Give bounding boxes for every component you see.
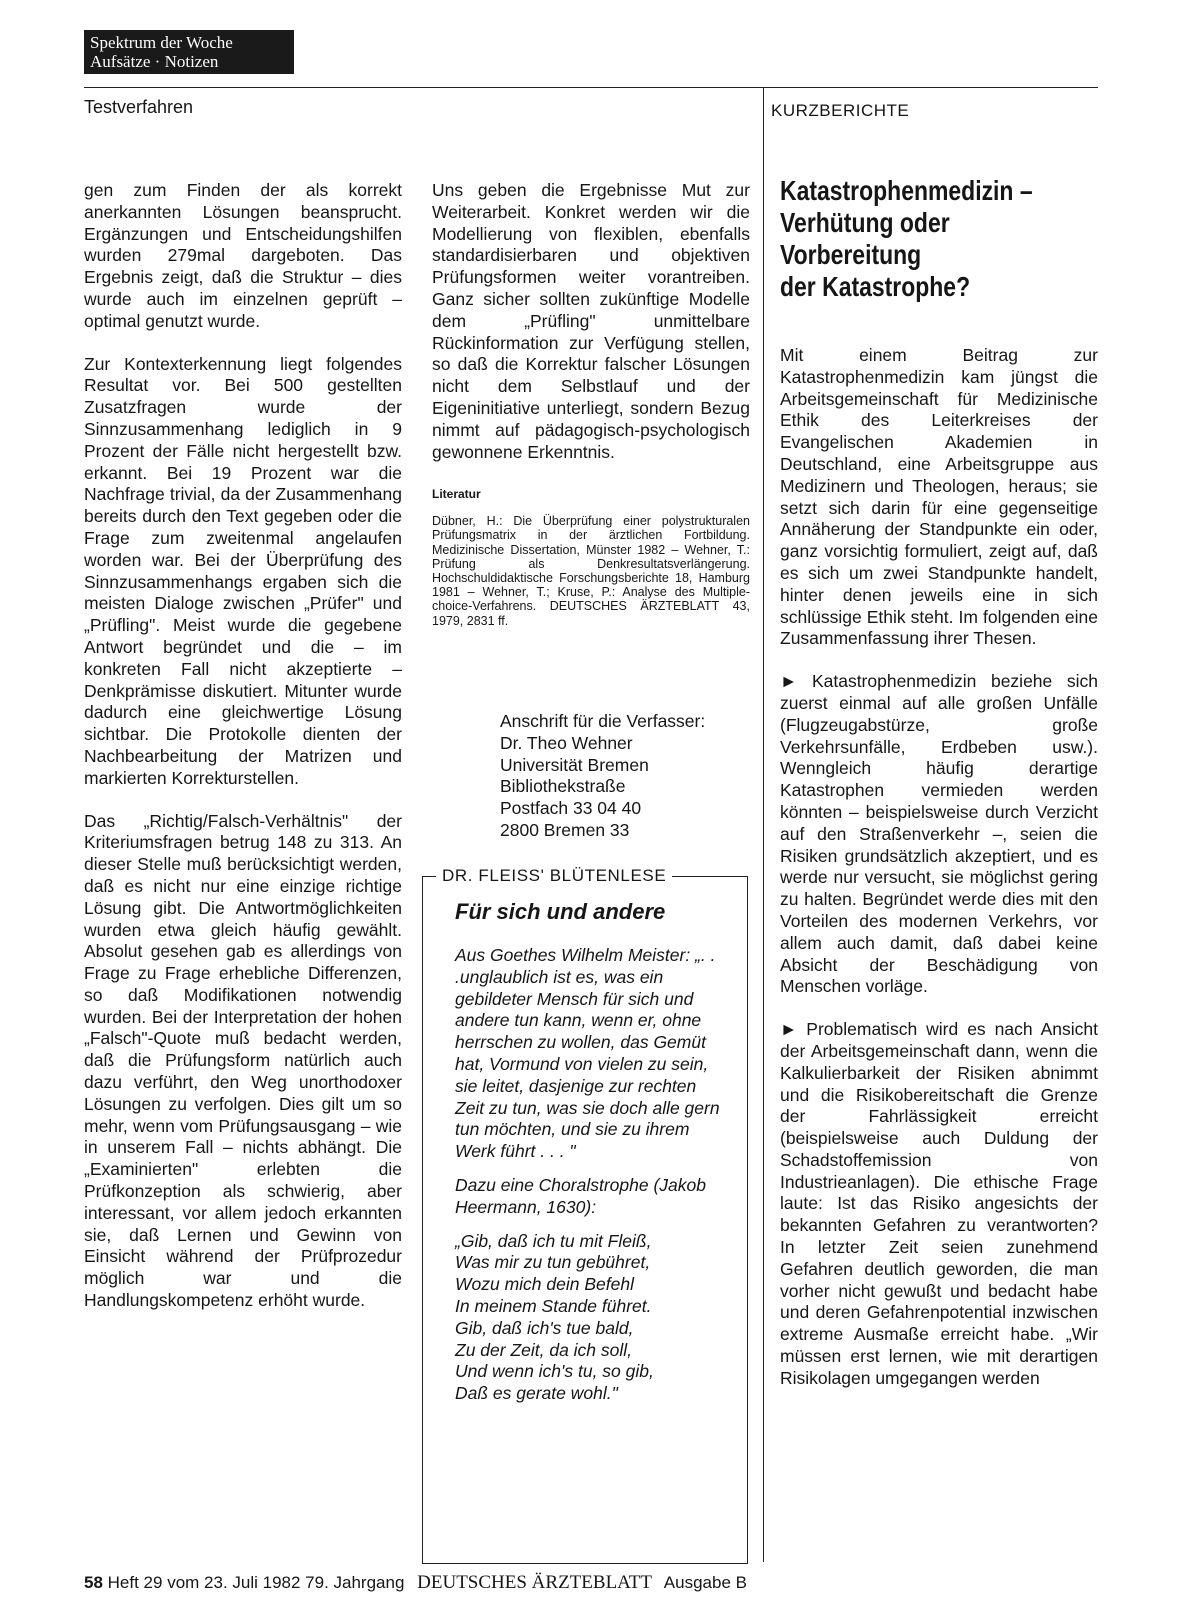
literature-heading: Literatur xyxy=(432,487,481,502)
journal-name: DEUTSCHES ÄRZTEBLATT xyxy=(417,1572,652,1593)
headline-line: Katastrophenmedizin – xyxy=(780,175,1033,206)
column-divider xyxy=(763,87,764,1562)
quote-paragraph: Dazu eine Choralstrophe (Jakob Heermann, 1630): xyxy=(455,1174,706,1217)
address-line: Bibliothekstraße xyxy=(500,776,626,797)
address-line: Universität Bremen xyxy=(500,754,649,775)
address-line: 2800 Bremen 33 xyxy=(500,819,630,840)
paragraph: Das „Richtig/Falsch-Verhältnis" der Kriteriumsfragen betrug 148 zu 313. An dieser Stelle muß berücksichtigt werden, daß es nicht nur eine einzige richtige Lösung gibt. Die Antwortmöglichkeiten wurden etwa gleich häufig gewählt. Absolut gesehen gab es allerdings von Frage zu Frage erhebliche Differenzen, so daß Modifikationen notwendig wurden. Bei der Interpretation der hohen „Falsch"-Quote muß bedacht werden, daß die Prüfungsform natürlich auch dazu verführt, den Weg unorthodoxer Lösungen zu verfolgen. Dies gilt um so mehr, wenn vom Prüfungsausgang – wie in unserem Fall – nichts abhängt. Die „Examinierten" erlebten die Prüfkonzeption als schwierig, aber interessant, vor allem jedoch erkannten sie, daß Lernen und Gewinn von Einsicht während der Prüfprozedur möglich war und die Handlungskompetenz erhöht wurde. xyxy=(84,810,402,1311)
literature-text: Dübner, H.: Die Überprüfung einer polystrukturalen Prüfungsmatrix in der ärztlichen Fortbildung. Medizinische Dissertation, Münster 1982 – Wehner, T.: Prüfung als Denkresultatsverlängerung. Hochschuldidaktische Forschungsberichte 18, Hamburg 1981 – Wehner, T.; Kruse, P.: Analyse des Multiple-choice-Verfahrens. DEUTSCHES ÄRZTEBLATT 43, 1979, 2831 ff. xyxy=(432,514,750,628)
paragraph: Uns geben die Ergebnisse Mut zur Weiterarbeit. Konkret werden wir die Modellierung von flexiblen, ebenfalls standardisierbaren und objektiven Prüfungsformen weiter vorantreiben. Ganz sicher sollten zukünftige Modelle dem „Prüfling" unmittelbare Rückinformation zur Verfügung stellen, so daß die Korrektur falscher Lösungen nicht dem Selbstlauf und der Eigeninitiative unterliegt, sondern Bezug nimmt auf pädagogisch-psychologisch gewonnene Erkenntnis. xyxy=(432,180,750,462)
rubric-header xyxy=(84,30,294,74)
paragraph: Zur Kontexterkennung liegt folgendes Resultat vor. Bei 500 gestellten Zusatzfragen wurde der Sinnzusammenhang lediglich in 9 Prozent der Fälle nicht hergestellt bzw. erkannt. Bei 19 Prozent war die Nachfrage trivial, da der Zusammenhang bereits durch den Text gegeben oder die Frage zum zweitenmal angelaufen worden war. Bei der Überprüfung des Sinnzusammenhangs ergaben sich die meisten Dialoge zwischen „Prüfer" und „Prüfling". Meist wurde die gegebene Antwort begründet und die – im konkreten Fall nicht akzeptierte – Denkprämisse diskutiert. Mitunter wurde dadurch eine gleichwertige Lösung sichtbar. Die Protokolle dienten der Nachbearbeitung der Matrizen und markierten Korrekturstellen. xyxy=(84,353,402,788)
address-line: Dr. Theo Wehner xyxy=(500,732,633,753)
quote-paragraph: Aus Goethes Wilhelm Meister: „. . .unglaublich ist es, was ein gebildeter Mensch für sich und andere tun kann, wenn er, ohne herrschen zu wollen, das Gemüt hat, Vormund von vielen zu sein, sie leitet, dasjenige zur rechten Zeit zu tun, was sie doch alle gern tun möchten, und sie zu ihrem Werk führt . . . " xyxy=(455,945,720,1162)
verse xyxy=(455,1231,725,1405)
issue-info: Heft 29 vom 23. Juli 1982 79. Jahrgang xyxy=(107,1573,405,1592)
quote-box-title: Für sich und andere xyxy=(455,899,666,924)
page-number: 58 xyxy=(84,1573,103,1592)
paragraph: ► Katastrophenmedizin beziehe sich zuerst einmal auf alle großen Unfälle (Flugzeugabstürze, große Verkehrsunfälle, Erdbeben usw.). Wenngleich häufig derartige Katastrophen vermieden werden könnten – beispielsweise durch Verzicht auf den Straßenverkehr –, seien die Risiken grundsätzlich akzeptiert, und es werde nur versucht, sie möglichst gering zu halten. Begründet werde dies mit den Vorteilen des modernen Verkehrs, vor allem auch damit, daß dabei keine Absicht der Beschädigung von Menschen vorläge. xyxy=(780,671,1098,997)
address-line: Anschrift für die Verfasser: xyxy=(500,711,706,731)
article-column-1 xyxy=(84,180,402,1333)
rubric-line-2: Aufsätze · Notizen xyxy=(90,52,219,71)
section-title-right: KURZBERICHTE xyxy=(771,101,910,120)
verse-line: Und wenn ich's tu, so gib, xyxy=(455,1361,654,1382)
headline-line: der Katastrophe? xyxy=(780,271,971,302)
verse-line: Was mir zu tun gebühret, xyxy=(455,1252,651,1273)
paragraph: gen zum Finden der als korrekt anerkannten Lösungen beansprucht. Ergänzungen und Entscheidungshilfen wurden 279mal dargeboten. Das Ergebnis zeigt, daß die Struktur – dies wurde auch im einzelnen geprüft – optimal genutzt wurde. xyxy=(84,180,402,331)
section-title-left: Testverfahren xyxy=(84,97,194,117)
verse-line: Wozu mich dein Befehl xyxy=(455,1274,634,1295)
kurzbericht-headline xyxy=(780,175,1041,303)
verse-line: Gib, daß ich's tue bald, xyxy=(455,1317,634,1338)
edition: Ausgabe B xyxy=(663,1573,747,1592)
paragraph: Mit einem Beitrag zur Katastrophenmedizin kam jüngst die Arbeitsgemeinschaft für Medizinische Ethik des Leiterkreises der Evangelischen Akademien in Deutschland, eine Arbeitsgruppe aus Medizinern und Theologen, heraus; sie setzt sich darin für eine gegenseitige Annäherung der Standpunkte ein oder, ganz vorsichtig formuliert, zeigt auf, daß es sich um zwei Standpunkte handelt, hinter denen jeweils eine in sich schlüssige Ethik steht. Im folgenden eine Zusammenfassung ihrer Thesen. xyxy=(780,345,1098,649)
rubric-line-1: Spektrum der Woche xyxy=(90,33,233,52)
article-column-2 xyxy=(432,180,750,649)
quote-box-content xyxy=(455,945,725,1405)
address-line: Postfach 33 04 40 xyxy=(500,798,642,819)
author-address xyxy=(500,711,705,842)
article-column-3 xyxy=(780,345,1098,1411)
verse-line: Daß es gerate wohl." xyxy=(455,1383,618,1404)
quote-box-label: DR. FLEISS' BLÜTENLESE xyxy=(436,866,672,886)
page-footer xyxy=(84,1572,747,1594)
verse-line: „Gib, daß ich tu mit Fleiß, xyxy=(455,1230,652,1251)
headline-line: Vorbereitung xyxy=(780,239,922,270)
top-rule xyxy=(84,87,1098,88)
verse-line: In meinem Stande führet. xyxy=(455,1295,652,1316)
verse-line: Zu der Zeit, da ich soll, xyxy=(455,1339,633,1360)
headline-line: Verhütung oder xyxy=(780,207,950,238)
paragraph: ► Problematisch wird es nach Ansicht der Arbeitsgemeinschaft dann, wenn die Kalkulierbarkeit der Risiken abnimmt und die Risikobereitschaft die Grenze der Fahrlässigkeit erreicht (beispielsweise auch Duldung der Schadstoffemission von Industrieanlagen). Die ethische Frage laute: Ist das Risiko angesichts der bekannten Gefahren zu verantworten? In letzter Zeit seien zunehmend Gefahren deutlich geworden, die man vorher nicht gewußt und bedacht habe und deren Gefahrenpotential inzwischen extreme Ausmaße erreicht habe. „Wir müssen erst lernen, wie mit derartigen Risikolagen umgegangen werden xyxy=(780,1019,1098,1388)
